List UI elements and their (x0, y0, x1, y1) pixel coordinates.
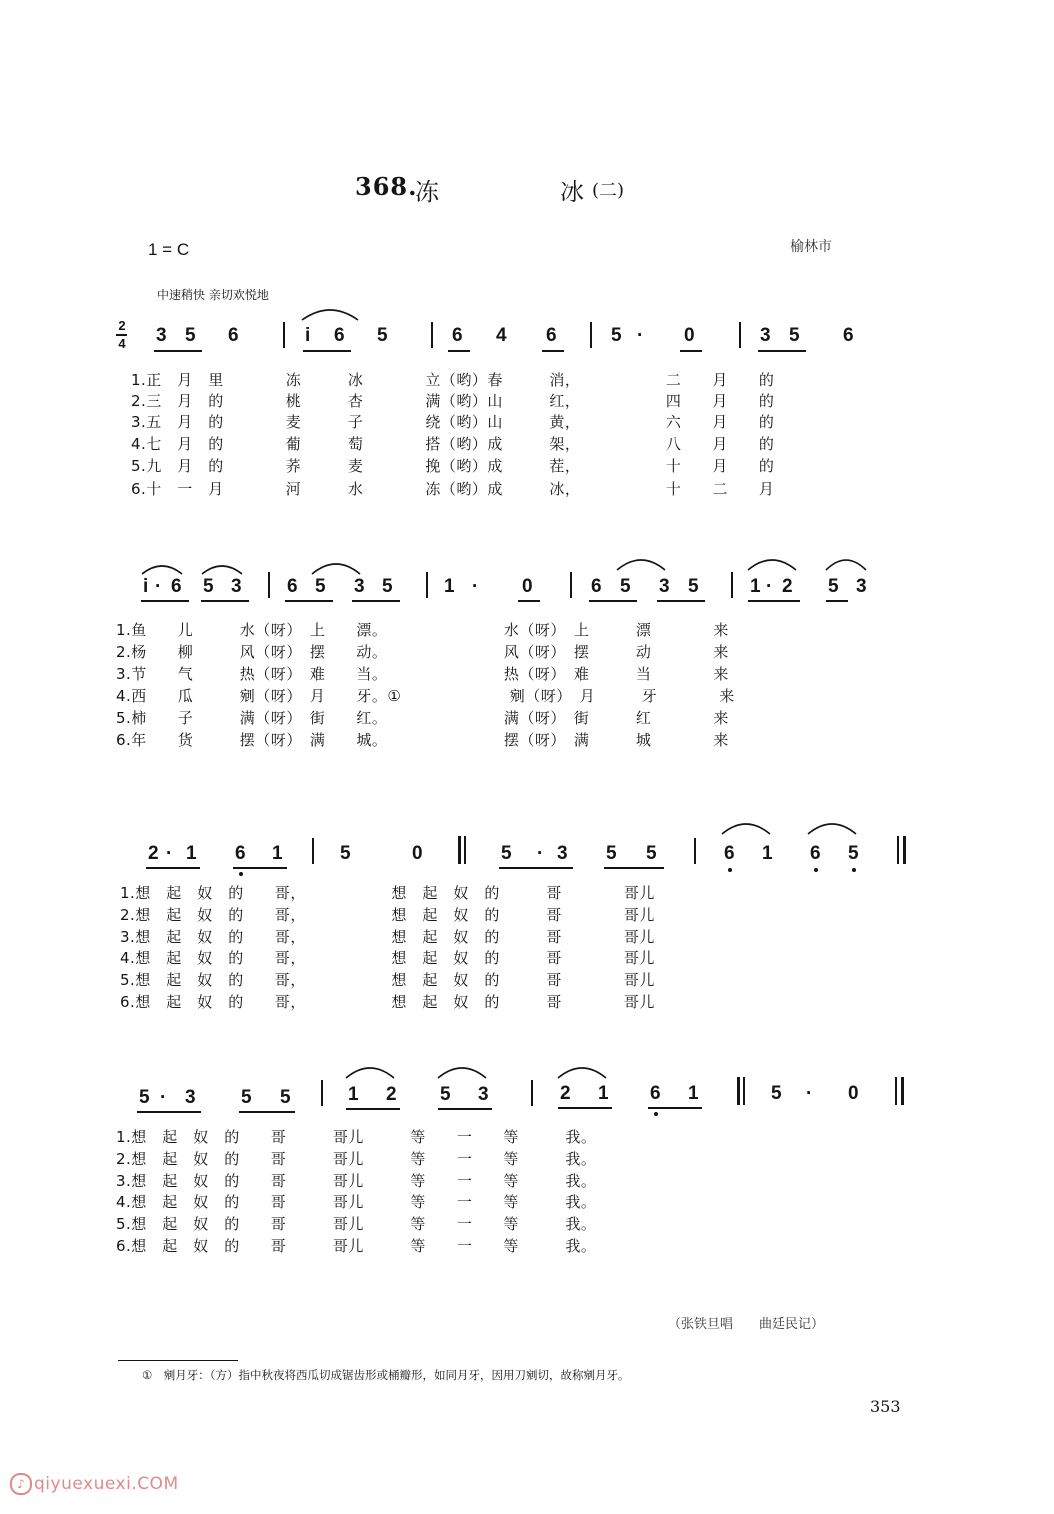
note: · (766, 576, 773, 597)
lyric-line: 2.想 起 奴 的 哥 哥儿 等 一 等 我。 (116, 1150, 597, 1168)
note: 3 (760, 325, 771, 346)
note: 1 (688, 1083, 699, 1104)
barline (590, 322, 592, 348)
note: 1 (598, 1083, 609, 1104)
page-number: 353 (870, 1397, 901, 1416)
note: 0 (522, 576, 533, 597)
watermark-logo-icon: ♪ (10, 1473, 32, 1495)
time-sig-bottom: 4 (118, 336, 126, 351)
note: 1 (750, 576, 761, 597)
lyric-line: 6.想 起 奴 的 哥 哥儿 等 一 等 我。 (116, 1237, 597, 1255)
note: 3 (156, 325, 167, 346)
underline (758, 350, 806, 352)
lyric-line: 3.节 气 热（呀） 难 当。 热（呀） 难 当 来 (116, 665, 729, 683)
note: 6 (287, 576, 298, 597)
note: 6 (810, 843, 821, 864)
note: 5 (315, 576, 326, 597)
title-suffix: (二) (592, 180, 625, 201)
underline (680, 350, 702, 352)
low-octave-dot (852, 868, 856, 872)
time-sig-top: 2 (118, 318, 126, 333)
repeat-end-thick (901, 1077, 904, 1105)
note: 3 (856, 576, 867, 597)
note: · (160, 1087, 167, 1108)
note: 3 (557, 843, 568, 864)
footnote: ① 剜月牙：（方）指中秋夜将西瓜切成锯齿形或桶瓣形，如同月牙，因用刀剜切，故称剜月牙。 (142, 1368, 630, 1382)
title-number: 368. (355, 172, 418, 201)
slur (140, 562, 184, 576)
note: 5 (771, 1083, 782, 1104)
note: 5 (688, 576, 699, 597)
lyric-line: 6.十 一 月 河 水 冻（哟）成 冰， 十 二 月 (131, 480, 775, 498)
note: 0 (848, 1083, 859, 1104)
note: 3 (478, 1084, 489, 1105)
barline (531, 1080, 533, 1106)
lyric-line: 3.想 起 奴 的 哥 哥儿 等 一 等 我。 (116, 1172, 597, 1190)
note: 6 (591, 576, 602, 597)
slur (806, 820, 858, 836)
repeat-start-thick (737, 1077, 740, 1105)
barline (426, 572, 428, 598)
note: 2 (386, 1084, 397, 1105)
title-part1: 冻 (415, 178, 439, 206)
underline (499, 867, 573, 869)
underline (141, 600, 189, 602)
song-origin: 榆林市 (790, 239, 832, 255)
note: 3 (659, 576, 670, 597)
note: 5 (789, 325, 800, 346)
note: · (537, 843, 544, 864)
lyric-line: 1.正 月 里 冻 冰 立（哟）春 消， 二 月 的 (131, 371, 775, 389)
underline (154, 350, 202, 352)
repeat-start-thin (464, 836, 466, 864)
barline (739, 322, 741, 348)
slur (746, 556, 798, 572)
key-signature: 1 = C (148, 240, 190, 259)
underline (558, 1107, 612, 1109)
note: 5 (501, 843, 512, 864)
barline (431, 322, 433, 348)
note: 0 (412, 843, 423, 864)
lyric-line: 4.西 瓜 剜（呀） 月 牙。① 剜（呀） 月 牙 来 (116, 687, 735, 705)
slur (615, 556, 667, 572)
barline (312, 838, 314, 864)
note: 0 (684, 325, 695, 346)
lyric-line: 4.七 月 的 葡 萄 搭（哟）成 架， 八 月 的 (131, 435, 775, 453)
lyric-line: 6.想 起 奴 的 哥， 想 起 奴 的 哥 哥儿 (120, 993, 655, 1011)
note: 2 (148, 843, 159, 864)
note: 1 (348, 1084, 359, 1105)
lyric-line: 1.想 起 奴 的 哥， 想 起 奴 的 哥 哥儿 (120, 884, 655, 902)
note: 6 (228, 325, 239, 346)
lyric-line: 2.三 月 的 桃 杏 满（哟）山 红， 四 月 的 (131, 392, 775, 410)
underline (285, 600, 333, 602)
underline (346, 1108, 400, 1110)
note: · (806, 1083, 813, 1104)
note: 5 (382, 576, 393, 597)
note: 6 (843, 325, 854, 346)
underline (352, 600, 400, 602)
note: 5 (440, 1084, 451, 1105)
underline (518, 600, 540, 602)
note: 1 (444, 576, 455, 597)
lyric-line: 5.柿 子 满（呀） 街 红。 满（呀） 街 红 来 (116, 709, 729, 727)
slur (310, 560, 362, 576)
repeat-end-thin (895, 1077, 897, 1105)
underline (604, 867, 664, 869)
note: 4 (496, 325, 507, 346)
performer-credit: （张铁旦唱 曲廷民记） (668, 1317, 825, 1332)
lyric-line: 1.鱼 儿 水（呀） 上 漂。 水（呀） 上 漂 来 (116, 621, 729, 639)
note: 3 (354, 576, 365, 597)
slur (556, 1064, 608, 1080)
barline (268, 572, 270, 598)
underline (146, 867, 200, 869)
note: 5 (340, 843, 351, 864)
barline (570, 572, 572, 598)
underline (542, 350, 564, 352)
note: 2 (782, 576, 793, 597)
note: · (166, 843, 173, 864)
note: 5 (280, 1087, 291, 1108)
underline (448, 350, 470, 352)
note: 1 (762, 843, 773, 864)
note: · (637, 325, 644, 346)
slur (300, 306, 360, 322)
note: 5 (620, 576, 631, 597)
barline (694, 838, 696, 864)
underline (648, 1107, 702, 1109)
low-octave-dot (239, 872, 243, 876)
note: 5 (377, 325, 388, 346)
underline (239, 1111, 295, 1113)
lyric-line: 5.九 月 的 荞 麦 挽（哟）成 茬， 十 月 的 (131, 457, 775, 475)
note: 5 (139, 1087, 150, 1108)
note: 5 (848, 843, 859, 864)
repeat-start-thin (743, 1077, 745, 1105)
low-octave-dot (654, 1112, 658, 1116)
slur (200, 562, 244, 576)
underline (303, 350, 351, 352)
title-part2: 冰 (560, 178, 584, 206)
underline (826, 600, 848, 602)
lyric-line: 4.想 起 奴 的 哥 哥儿 等 一 等 我。 (116, 1193, 597, 1211)
lyric-line: 1.想 起 奴 的 哥 哥儿 等 一 等 我。 (116, 1128, 597, 1146)
note: 6 (650, 1083, 661, 1104)
note: 5 (185, 325, 196, 346)
note: · (472, 576, 479, 597)
lyric-line: 3.五 月 的 麦 子 绕（哟）山 黄， 六 月 的 (131, 413, 775, 431)
underline (137, 1111, 201, 1113)
low-octave-dot (814, 868, 818, 872)
slur (824, 556, 868, 572)
barline (283, 322, 285, 348)
note: 5 (203, 576, 214, 597)
note: 5 (646, 843, 657, 864)
note: i (143, 576, 149, 597)
underline (438, 1108, 492, 1110)
note: 1 (272, 843, 283, 864)
note: 6 (546, 325, 557, 346)
lyric-line: 5.想 起 奴 的 哥， 想 起 奴 的 哥 哥儿 (120, 971, 655, 989)
note: 3 (231, 576, 242, 597)
lyric-line: 5.想 起 奴 的 哥 哥儿 等 一 等 我。 (116, 1215, 597, 1233)
lyric-line: 2.杨 柳 风（呀） 摆 动。 风（呀） 摆 动 来 (116, 643, 729, 661)
note: 5 (611, 325, 622, 346)
note: 3 (185, 1087, 196, 1108)
note: 6 (452, 325, 463, 346)
tempo-marking: 中速稍快 亲切欢悦地 (157, 288, 269, 302)
repeat-start-thick (458, 836, 461, 864)
low-octave-dot (728, 868, 732, 872)
barline (731, 572, 733, 598)
note: 6 (235, 843, 246, 864)
note: · (155, 576, 162, 597)
lyric-line: 4.想 起 奴 的 哥， 想 起 奴 的 哥 哥儿 (120, 949, 655, 967)
underline (657, 600, 705, 602)
note: 2 (560, 1083, 571, 1104)
note: i (305, 325, 311, 346)
note: 6 (334, 325, 345, 346)
note: 5 (241, 1087, 252, 1108)
slur (344, 1064, 396, 1080)
note: 6 (724, 843, 735, 864)
slur (720, 820, 772, 836)
watermark-text: qiyuexuexi.COM (34, 1474, 179, 1494)
barline (321, 1080, 323, 1106)
note: 5 (606, 843, 617, 864)
footnote-rule (118, 1360, 238, 1361)
underline (589, 600, 637, 602)
note: 6 (171, 576, 182, 597)
note: 5 (828, 576, 839, 597)
lyric-line: 6.年 货 摆（呀） 满 城。 摆（呀） 满 城 来 (116, 731, 729, 749)
underline (201, 600, 249, 602)
slur (436, 1064, 488, 1080)
lyric-line: 3.想 起 奴 的 哥， 想 起 奴 的 哥 哥儿 (120, 928, 655, 946)
repeat-end-thick (903, 836, 906, 864)
lyric-line: 2.想 起 奴 的 哥， 想 起 奴 的 哥 哥儿 (120, 906, 655, 924)
note: 1 (186, 843, 197, 864)
repeat-end-thin (897, 836, 899, 864)
underline (233, 867, 287, 869)
underline (748, 600, 800, 602)
